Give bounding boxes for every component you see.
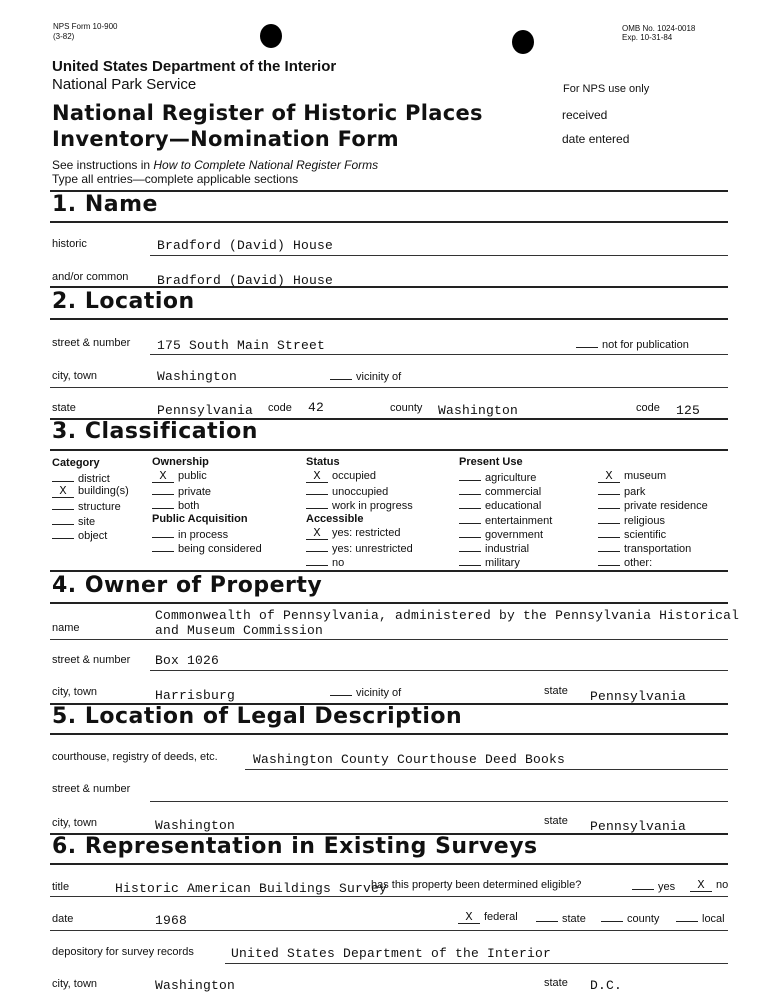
ownership-option-public[interactable] xyxy=(152,470,207,483)
use-option-educational[interactable] xyxy=(459,498,541,512)
survey-federal xyxy=(458,911,518,924)
state-value: Pennsylvania xyxy=(157,403,254,418)
owner-city-value: Harrisburg xyxy=(155,688,236,703)
checkbox-blank[interactable] xyxy=(598,498,620,509)
checkbox-blank[interactable]: X xyxy=(306,529,328,540)
use-option-private-residence[interactable] xyxy=(598,498,708,512)
state-code: 42 xyxy=(308,400,325,415)
use-option-government[interactable] xyxy=(459,527,543,541)
option-label: public xyxy=(178,470,207,482)
section-rule xyxy=(50,863,728,865)
eligible-yes-label: yes xyxy=(658,881,676,893)
section-rule xyxy=(50,733,728,735)
owner-state-label: state xyxy=(544,685,568,697)
nps-received: received xyxy=(562,108,608,122)
courthouse-label: courthouse, registry of deeds, etc. xyxy=(52,751,218,763)
option-label: district xyxy=(78,473,110,485)
option-label: commercial xyxy=(485,486,542,499)
owner-state-value: Pennsylvania xyxy=(590,689,687,704)
field-line xyxy=(150,670,728,671)
field-line xyxy=(150,255,728,256)
option-label: transportation xyxy=(624,543,692,555)
use-option-museum[interactable] xyxy=(598,470,666,483)
option-label: being considered xyxy=(178,543,262,556)
checkbox-blank[interactable] xyxy=(306,541,328,552)
checkbox-blank[interactable] xyxy=(459,541,481,552)
option-label: agriculture xyxy=(485,472,537,484)
option-label: government xyxy=(485,528,544,541)
field-line xyxy=(50,930,728,931)
option-label: both xyxy=(178,500,200,513)
checkbox-blank[interactable] xyxy=(598,555,620,566)
owner-name-label: name xyxy=(52,622,80,634)
county-code-label: code xyxy=(636,402,660,414)
owner-street-value: Box 1026 xyxy=(155,653,220,668)
use-option-entertainment[interactable] xyxy=(459,513,552,527)
category-option-structure[interactable] xyxy=(52,499,121,513)
vicinity-label: vicinity of xyxy=(356,371,402,383)
nps-date-entered: date entered xyxy=(562,132,630,146)
status-option-unoccupied[interactable] xyxy=(306,484,388,498)
accessible-title: Accessible xyxy=(306,513,364,525)
checkbox-blank[interactable] xyxy=(52,471,74,482)
eligible-no-label: no xyxy=(716,879,729,891)
historic-label: historic xyxy=(52,238,87,250)
owner-vicinity xyxy=(330,685,401,699)
field-line xyxy=(50,896,728,897)
checkbox-blank[interactable] xyxy=(598,527,620,538)
county-label: county xyxy=(390,402,423,414)
status-title: Status xyxy=(306,456,340,468)
use-option-military[interactable] xyxy=(459,555,520,569)
punch-hole-left xyxy=(260,24,282,48)
eligible-no xyxy=(690,879,728,892)
owner-city-label: city, town xyxy=(52,686,98,698)
owner-name-line2: and Museum Commission xyxy=(155,623,324,638)
federal-label: federal xyxy=(484,911,518,923)
option-label: museum xyxy=(624,470,667,482)
field-line xyxy=(150,801,728,802)
option-label: park xyxy=(624,486,646,499)
survey-city-label: city, town xyxy=(52,978,98,990)
survey-state-label: state xyxy=(544,977,568,989)
section-4-heading: 4. Owner of Property xyxy=(52,573,323,598)
vicinity xyxy=(330,369,401,383)
instructions-line2: Type all entries—complete applicable sections xyxy=(52,172,299,186)
survey-state xyxy=(536,911,586,925)
status-option-occupied[interactable] xyxy=(306,470,376,483)
depository-label: depository for survey records xyxy=(52,946,194,958)
option-label: religious xyxy=(624,514,665,527)
county-code: 125 xyxy=(676,403,701,418)
form-title-line1: National Register of Historic Places xyxy=(52,101,483,125)
form-number: NPS Form 10-900 xyxy=(53,22,118,31)
acquisition-option-in-process[interactable] xyxy=(152,527,228,541)
option-label: object xyxy=(78,529,108,542)
vicinity-blank xyxy=(330,369,352,380)
option-label: yes: unrestricted xyxy=(332,543,413,556)
field-line xyxy=(245,769,728,770)
city-value: Washington xyxy=(157,369,238,384)
omb-number: OMB No. 1024-0018 xyxy=(622,24,696,33)
option-label: site xyxy=(78,515,96,528)
option-label: building(s) xyxy=(78,485,129,498)
eligible-question: has this property been determined eligible? xyxy=(371,879,582,891)
acquisition-title: Public Acquisition xyxy=(152,513,248,525)
option-label: military xyxy=(485,557,520,570)
common-label: and/or common xyxy=(52,271,129,283)
historic-value: Bradford (David) House xyxy=(157,238,334,253)
section-2-heading: 2. Location xyxy=(52,289,195,314)
use-option-religious[interactable] xyxy=(598,513,665,527)
checkbox-blank[interactable]: X xyxy=(306,472,328,483)
checkbox-blank[interactable] xyxy=(598,541,620,552)
checkbox-blank[interactable] xyxy=(306,498,328,509)
use-option-scientific[interactable] xyxy=(598,527,666,541)
depository-value: United States Department of the Interior xyxy=(231,946,552,961)
department-name: United States Department of the Interior xyxy=(52,58,337,75)
eligible-yes-blank xyxy=(632,879,654,890)
checkbox-blank[interactable] xyxy=(152,527,174,538)
instructions-italic: How to Complete National Register Forms xyxy=(153,158,379,172)
local-blank xyxy=(676,911,698,922)
checkbox-blank[interactable] xyxy=(598,484,620,495)
service-name: National Park Service xyxy=(52,76,197,93)
field-line xyxy=(50,639,728,640)
legal-state-label: state xyxy=(544,815,568,827)
state-level-label: state xyxy=(562,913,586,925)
ownership-title: Ownership xyxy=(152,456,209,468)
owner-vicinity-label: vicinity of xyxy=(356,687,402,699)
survey-title-value: Historic American Buildings Survey xyxy=(115,881,388,896)
form-title-line2: Inventory—Nomination Form xyxy=(52,127,399,151)
category-option-object[interactable] xyxy=(52,528,107,542)
section-rule xyxy=(50,286,728,288)
use-option-other[interactable] xyxy=(598,555,652,569)
option-label: structure xyxy=(78,501,121,514)
checkbox-blank[interactable] xyxy=(459,555,481,566)
option-label: occupied xyxy=(332,470,377,482)
omb-expiration: Exp. 10-31-84 xyxy=(622,33,673,42)
checkbox-blank[interactable] xyxy=(459,498,481,509)
present-use-title: Present Use xyxy=(459,456,523,468)
legal-state-value: Pennsylvania xyxy=(590,819,687,834)
legal-city-label: city, town xyxy=(52,817,98,829)
option-label: other: xyxy=(624,557,653,570)
eligible-yes xyxy=(632,879,675,893)
checkbox-blank[interactable]: X xyxy=(152,472,174,483)
option-label: yes: restricted xyxy=(332,527,401,539)
nps-use-label: For NPS use only xyxy=(563,83,650,95)
courthouse-value: Washington County Courthouse Deed Books xyxy=(253,752,566,767)
survey-state-value: D.C. xyxy=(590,978,623,993)
state-label: state xyxy=(52,402,76,414)
option-label: private xyxy=(178,486,212,499)
use-option-industrial[interactable] xyxy=(459,541,529,555)
instructions-line1 xyxy=(52,158,378,172)
street-value: 175 South Main Street xyxy=(157,338,326,353)
option-label: entertainment xyxy=(485,514,553,527)
checkbox-blank[interactable] xyxy=(459,513,481,524)
option-label: industrial xyxy=(485,543,530,555)
checkbox-blank[interactable] xyxy=(598,513,620,524)
survey-local xyxy=(676,911,725,925)
category-option-district[interactable] xyxy=(52,471,110,485)
option-label: unoccupied xyxy=(332,486,389,499)
owner-name-line1: Commonwealth of Pennsylvania, administered by the Pennsylvania Historical xyxy=(155,608,740,623)
local-label: local xyxy=(702,913,725,925)
section-5-heading: 5. Location of Legal Description xyxy=(52,704,463,729)
status-option-work-in-progress[interactable] xyxy=(306,498,413,512)
form-revision: (3-82) xyxy=(53,32,75,41)
accessible-option-no[interactable] xyxy=(306,555,344,569)
ownership-option-private[interactable] xyxy=(152,484,211,498)
county-value: Washington xyxy=(438,403,519,418)
checkbox-blank[interactable] xyxy=(152,541,174,552)
option-label: in process xyxy=(178,529,229,541)
survey-county xyxy=(601,911,659,925)
section-rule xyxy=(50,318,728,320)
category-option-building-s[interactable] xyxy=(52,485,129,498)
eligible-no-blank: X xyxy=(690,881,712,892)
category-option-site[interactable] xyxy=(52,514,95,528)
not-for-publication xyxy=(576,337,689,351)
section-rule xyxy=(50,221,728,223)
checkbox-blank[interactable] xyxy=(459,484,481,495)
option-label: private residence xyxy=(624,500,708,513)
survey-date-value: 1968 xyxy=(155,913,188,928)
checkbox-blank[interactable] xyxy=(306,555,328,566)
use-option-agriculture[interactable] xyxy=(459,470,536,484)
section-1-heading: 1. Name xyxy=(52,192,158,217)
option-label: no xyxy=(332,557,345,570)
survey-title-label: title xyxy=(52,881,70,893)
accessible-option-yes-restricted[interactable] xyxy=(306,527,400,540)
checkbox-blank[interactable] xyxy=(152,484,174,495)
county-level-label: county xyxy=(627,913,660,925)
use-option-transportation[interactable] xyxy=(598,541,691,555)
not-for-publication-blank xyxy=(576,337,598,348)
code-label: code xyxy=(268,402,292,414)
field-line xyxy=(225,963,728,964)
category-title: Category xyxy=(52,457,100,469)
accessible-option-yes-unrestricted[interactable] xyxy=(306,541,413,555)
section-rule xyxy=(50,602,728,604)
option-label: scientific xyxy=(624,528,667,541)
checkbox-blank[interactable] xyxy=(152,498,174,509)
section-rule xyxy=(50,449,728,451)
owner-vicinity-blank xyxy=(330,685,352,696)
checkbox-blank[interactable]: X xyxy=(52,487,74,498)
punch-hole-right xyxy=(512,30,534,54)
instructions-prefix: See instructions in xyxy=(52,158,154,172)
field-line xyxy=(150,354,728,355)
use-option-commercial[interactable] xyxy=(459,484,541,498)
legal-city-value: Washington xyxy=(155,818,236,833)
survey-city-value: Washington xyxy=(155,978,236,993)
owner-street-label: street & number xyxy=(52,654,131,666)
federal-blank: X xyxy=(458,913,480,924)
street-label: street & number xyxy=(52,337,131,349)
field-line xyxy=(50,387,728,388)
checkbox-blank[interactable] xyxy=(459,527,481,538)
checkbox-blank[interactable] xyxy=(306,484,328,495)
section-3-heading: 3. Classification xyxy=(52,419,258,444)
section-rule xyxy=(50,570,728,572)
common-value: Bradford (David) House xyxy=(157,273,334,288)
section-6-heading: 6. Representation in Existing Surveys xyxy=(52,834,538,859)
county-blank xyxy=(601,911,623,922)
use-option-park[interactable] xyxy=(598,484,645,498)
not-for-publication-label: not for publication xyxy=(602,339,689,351)
state-blank xyxy=(536,911,558,922)
city-label: city, town xyxy=(52,370,98,382)
checkbox-blank[interactable]: X xyxy=(598,472,620,483)
ownership-option-both[interactable] xyxy=(152,498,199,512)
checkbox-blank[interactable] xyxy=(52,499,74,510)
acquisition-option-being-considered[interactable] xyxy=(152,541,262,555)
legal-street-label: street & number xyxy=(52,783,131,795)
checkbox-blank[interactable] xyxy=(52,514,74,525)
checkbox-blank[interactable] xyxy=(52,528,74,539)
checkbox-blank[interactable] xyxy=(459,470,481,481)
survey-date-label: date xyxy=(52,913,74,925)
option-label: work in progress xyxy=(332,500,413,513)
option-label: educational xyxy=(485,500,542,513)
